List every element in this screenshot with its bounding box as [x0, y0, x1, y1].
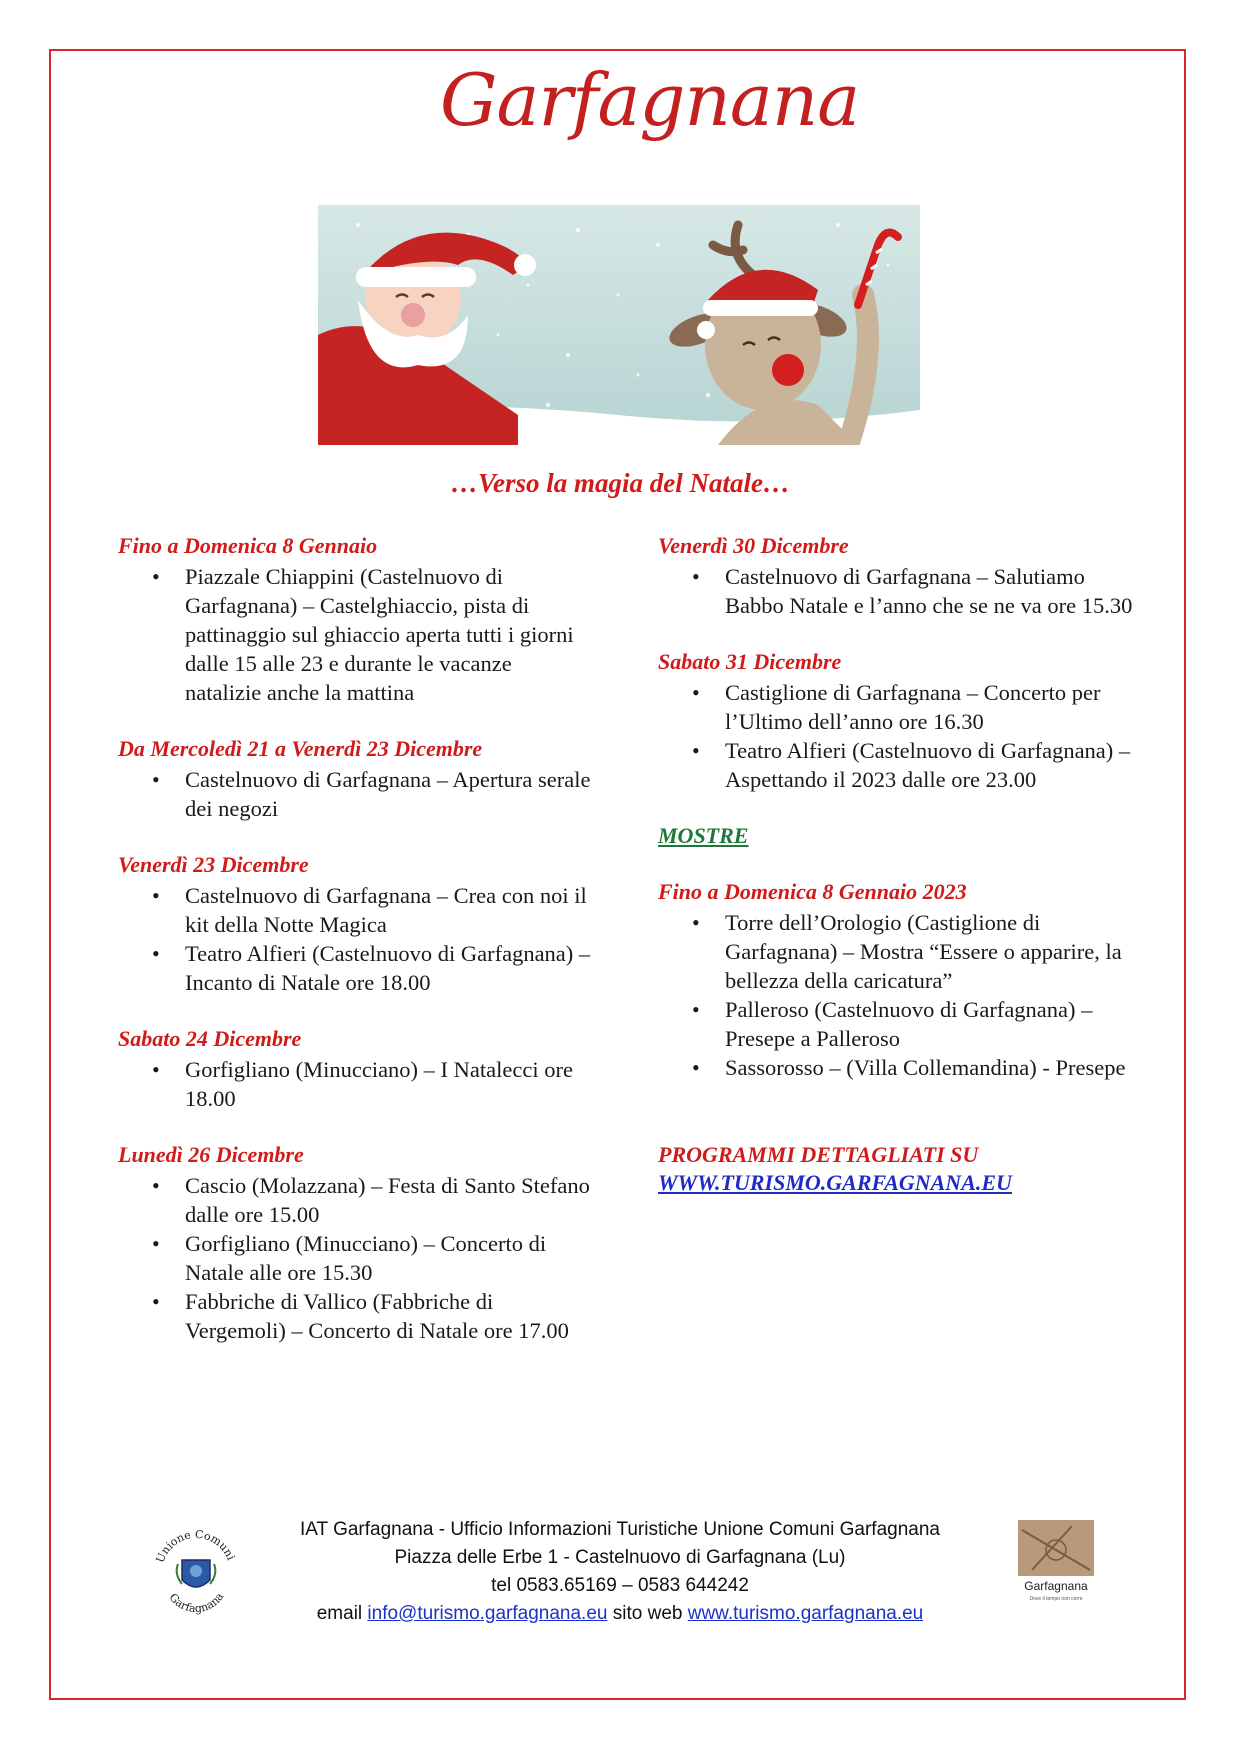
unione-comuni-seal-logo	[152, 1524, 240, 1620]
list-item: • Gorfigliano (Minucciano) – I Natalecci ore 18.00	[185, 1055, 593, 1113]
brand-logo-tagline: Dove il tempo non corre	[1029, 1596, 1083, 1602]
event-section	[118, 735, 593, 823]
mostre-heading: MOSTRE	[658, 823, 749, 848]
christmas-banner-image	[318, 205, 920, 445]
footer-contact	[230, 1516, 1010, 1628]
mostre-heading-section	[658, 822, 1138, 850]
svg-text:Unione Comuni	[154, 1528, 238, 1565]
section-title: Venerdì 30 Dicembre	[658, 533, 849, 558]
section-title: Fino a Domenica 8 Gennaio	[118, 533, 378, 558]
svg-text:Garfagnana	[166, 1590, 226, 1615]
footer-line-2: Piazza delle Erbe 1 - Castelnuovo di Garfagnana (Lu)	[394, 1547, 846, 1568]
list-item: • Torre dell’Orologio (Castiglione di Garfagnana) – Mostra “Essere o apparire, la bellezza della caricatura”	[725, 908, 1138, 995]
list-item: • Piazzale Chiappini (Castelnuovo di Garfagnana) – Castelghiaccio, pista di pattinaggio sul ghiaccio aperta tutti i giorni dalle 15 alle 23 e durante le vacanze natalizie anche la mattina	[185, 562, 593, 707]
right-column	[658, 532, 1138, 1197]
list-item: • Gorfigliano (Minucciano) – Concerto di Natale alle ore 15.30	[185, 1229, 593, 1287]
email-link[interactable]: info@turismo.garfagnana.eu	[367, 1603, 608, 1624]
programmi-link[interactable]: WWW.TURISMO.GARFAGNANA.EU	[658, 1170, 1012, 1195]
list-item: • Teatro Alfieri (Castelnuovo di Garfagnana) – Incanto di Natale ore 18.00	[185, 939, 593, 997]
footer-line-1: IAT Garfagnana - Ufficio Informazioni Turistiche Unione Comuni Garfagnana	[300, 1519, 940, 1540]
email-label: email	[316, 1603, 363, 1624]
mostre-section	[658, 878, 1138, 1082]
left-column	[118, 532, 593, 1373]
garfagnana-brand-logo	[1012, 1520, 1100, 1604]
list-item: • Teatro Alfieri (Castelnuovo di Garfagnana) – Aspettando il 2023 dalle ore 23.00	[725, 736, 1138, 794]
list-item: • Castiglione di Garfagnana – Concerto per l’Ultimo dell’anno ore 16.30	[725, 678, 1138, 736]
section-title: Sabato 31 Dicembre	[658, 649, 842, 674]
event-section	[118, 851, 593, 997]
section-title: Da Mercoledì 21 a Venerdì 23 Dicembre	[118, 736, 483, 761]
seal-text-bottom: Garfagnana	[166, 1590, 227, 1616]
section-title: Lunedì 26 Dicembre	[118, 1142, 304, 1167]
footer-line-4	[230, 1600, 1010, 1628]
garfagnana-logo: Garfagnana	[440, 58, 860, 142]
list-item: • Cascio (Molazzana) – Festa di Santo Stefano dalle ore 15.00	[185, 1171, 593, 1229]
section-title: Fino a Domenica 8 Gennaio 2023	[658, 879, 967, 904]
web-label: sito web	[612, 1603, 683, 1624]
list-item: • Castelnuovo di Garfagnana – Crea con noi il kit della Notte Magica	[185, 881, 593, 939]
event-section	[658, 648, 1138, 794]
seal-text-top: Unione Comuni	[153, 1527, 238, 1565]
website-link[interactable]: www.turismo.garfagnana.eu	[687, 1603, 924, 1624]
programmi-label: PROGRAMMI DETTAGLIATI SU	[658, 1142, 979, 1167]
event-section	[118, 1025, 593, 1113]
event-section	[118, 1141, 593, 1345]
section-title: Sabato 24 Dicembre	[118, 1026, 302, 1051]
list-item: • Palleroso (Castelnuovo di Garfagnana) – Presepe a Palleroso	[725, 995, 1138, 1053]
brand-logo-text: Garfagnana	[1024, 1579, 1088, 1593]
event-section	[118, 532, 593, 707]
list-item: • Fabbriche di Vallico (Fabbriche di Vergemoli) – Concerto di Natale ore 17.00	[185, 1287, 593, 1345]
page-subtitle: …Verso la magia del Natale…	[451, 468, 790, 498]
event-section	[658, 532, 1138, 620]
list-item: • Sassorosso – (Villa Collemandina) - Presepe	[725, 1053, 1138, 1082]
section-title: Venerdì 23 Dicembre	[118, 852, 309, 877]
list-item: • Castelnuovo di Garfagnana – Apertura serale dei negozi	[185, 765, 593, 823]
footer-line-3: tel 0583.65169 – 0583 644242	[491, 1575, 749, 1596]
list-item: • Castelnuovo di Garfagnana – Salutiamo Babbo Natale e l’anno che se ne va ore 15.30	[725, 562, 1138, 620]
